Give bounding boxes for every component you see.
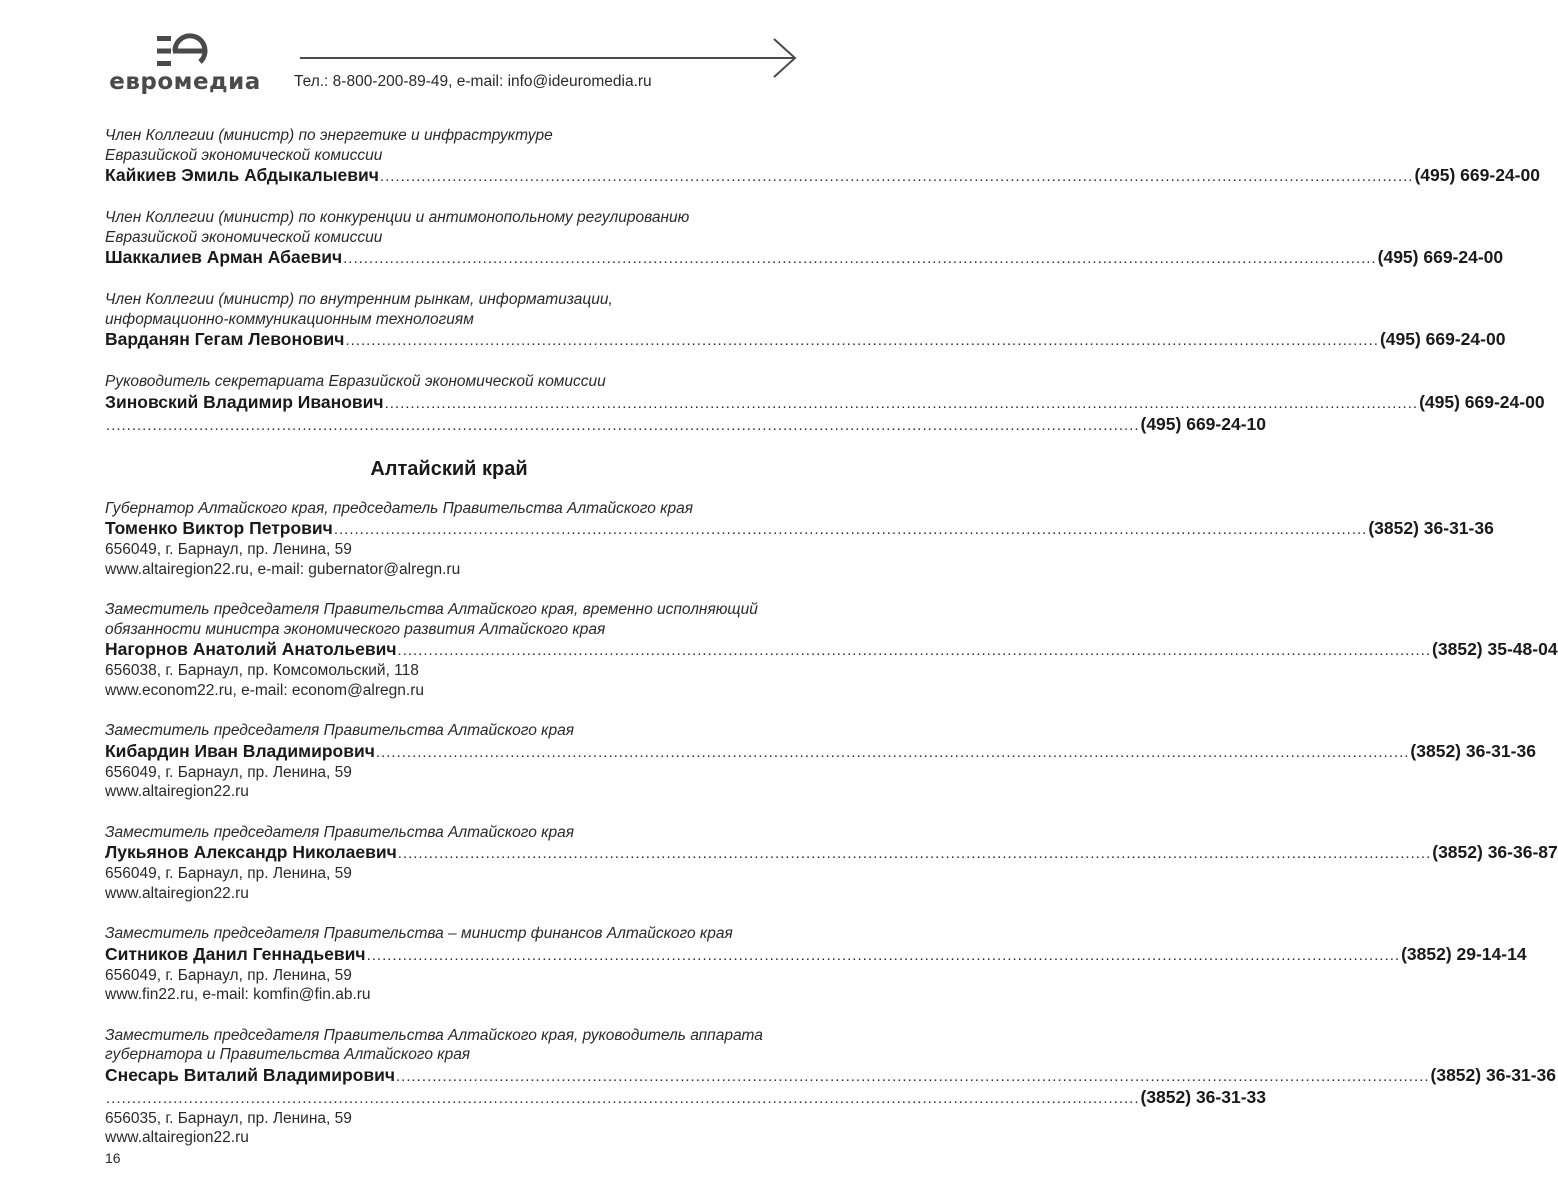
dot-leader: ........................................................................................................................................................................................................ [333,521,1368,538]
contact-row [105,740,1536,763]
phone-number: (495) 669-24-00 [1414,165,1540,185]
directory-entry [105,600,1558,700]
contact-row [105,639,1558,661]
phone-number: (3852) 36-31-33 [1140,1086,1266,1107]
section-title: Алтайский край [370,457,528,480]
contact-row [105,842,1558,864]
directory-entry [105,372,1545,436]
position-title: Член Коллегии (министр) по энергетике и инфраструктуре [105,127,553,144]
phone-number: (3852) 36-31-36 [1368,518,1494,538]
address: 656049, г. Барнаул, пр. Ленина, 59 [105,966,352,984]
person-name: Лукьянов Александр Николаевич [105,842,397,862]
commission-list [105,126,1545,436]
dot-leader: ........................................................................................................................................................................................................ [106,416,1140,434]
position-title: губернатора и Правительства Алтайского края [105,1046,471,1063]
contact-row [105,329,1506,351]
dot-leader: ........................................................................................................................................................................................................ [379,168,1414,185]
contact-row [105,391,1545,414]
phone-number: (495) 669-24-10 [1140,413,1266,434]
phone-number: (3852) 35-48-04 [1432,639,1558,659]
address: 656049, г. Барнаул, пр. Ленина, 59 [105,541,352,558]
directory-content [105,126,1558,1169]
website-email: www.econom22.ru, e-mail: econom@alregn.ru [105,681,424,699]
phone-number: (3852) 36-31-36 [1430,1064,1557,1085]
directory-entry [105,126,1540,187]
dot-leader: ........................................................................................................................................................................................................ [106,1089,1140,1107]
website-email: www.fin22.ru, e-mail: komfin@fin.ab.ru [105,986,371,1003]
dot-leader: ........................................................................................................................................................................................................ [397,642,1432,659]
person-name: Зиновский Владимир Иванович [105,391,384,412]
position-title: Губернатор Алтайского края, председатель Правительства Алтайского края [105,499,694,517]
contact-row [105,413,1266,436]
position-title: Заместитель председателя Правительства Алтайского края [105,722,575,739]
header-contact: Тел.: 8-800-200-89-49, e-mail: info@ideuromedia.ru [294,73,652,90]
position-title: Евразийской экономической комиссии [105,228,383,246]
position-title: Заместитель председателя Правительства Алтайского края, руководитель аппарата [105,1026,763,1044]
person-name: Томенко Виктор Петрович [105,518,333,538]
logo-text: евромедиа [109,69,261,95]
contact-row [105,247,1504,269]
position-title: обязанности министра экономического развития Алтайского края [105,620,606,638]
website-email: www.altairegion22.ru, e-mail: gubernator@alregn.ru [105,560,461,578]
directory-entry [105,721,1536,802]
directory-entry [105,924,1527,1005]
person-name: Варданян Гегам Левонович [105,329,345,349]
phone-number: (3852) 29-14-14 [1401,943,1527,964]
contact-row [105,943,1527,966]
person-name: Кибардин Иван Владимирович [105,740,375,761]
dot-leader: ........................................................................................................................................................................................................ [396,1067,1430,1085]
person-name: Шаккалиев Арман Абаевич [105,247,343,267]
dot-leader: ........................................................................................................................................................................................................ [366,946,1401,964]
contact-row [105,1086,1266,1109]
position-title: Заместитель председателя Правительства Алтайского края [105,823,575,841]
address: 656049, г. Барнаул, пр. Ленина, 59 [105,865,352,882]
directory-entry [105,823,1558,904]
directory-entry [105,499,1494,580]
directory-entry [105,290,1506,351]
phone-number: (495) 669-24-00 [1377,247,1504,267]
position-title: Член Коллегии (министр) по внутренним рынкам, информатизации, [105,291,613,308]
address: 656038, г. Барнаул, пр. Комсомольский, 118 [105,662,419,679]
address: 656049, г. Барнаул, пр. Ленина, 59 [105,763,352,781]
website-email: www.altairegion22.ru [105,884,249,902]
website-email: www.altairegion22.ru [105,1129,249,1146]
person-name: Снесарь Виталий Владимирович [105,1064,396,1085]
contact-row [105,165,1540,187]
position-title: Руководитель секретариата Евразийской экономической комиссии [105,373,606,390]
position-title: информационно-коммуникационным технологиям [105,310,474,328]
person-name: Кайкиев Эмиль Абдыкалыевич [105,165,379,185]
directory-entry [105,208,1504,269]
contact-row [105,518,1494,540]
person-name: Нагорнов Анатолий Анатольевич [105,639,397,659]
phone-number: (3852) 36-31-36 [1410,740,1536,761]
address: 656035, г. Барнаул, пр. Ленина, 59 [105,1109,352,1127]
position-title: Заместитель председателя Правительства Алтайского края, временно исполняющий [105,601,758,618]
dot-leader: ........................................................................................................................................................................................................ [397,845,1432,862]
phone-number: (3852) 36-36-87 [1432,842,1558,862]
phone-number: (495) 669-24-00 [1379,329,1506,349]
page-number: 16 [105,1150,121,1166]
dot-leader: ........................................................................................................................................................................................................ [345,332,1379,349]
dot-leader: ........................................................................................................................................................................................................ [384,394,1419,412]
euromedia-logo-icon [157,34,209,68]
position-title: Евразийской экономической комиссии [105,146,383,164]
position-title: Заместитель председателя Правительства – министр финансов Алтайского края [105,925,733,942]
position-title: Член Коллегии (министр) по конкуренции и антимонопольному регулированию [105,209,690,226]
contact-row [105,1064,1557,1087]
directory-entry [105,1026,1557,1148]
website-email: www.altairegion22.ru [105,783,249,800]
page-header [105,30,805,100]
dot-leader: ........................................................................................................................................................................................................ [343,250,1377,267]
phone-number: (495) 669-24-00 [1419,391,1545,412]
altai-list [105,499,1558,1148]
dot-leader: ........................................................................................................................................................................................................ [375,743,1410,761]
person-name: Ситников Данил Геннадьевич [105,943,366,964]
